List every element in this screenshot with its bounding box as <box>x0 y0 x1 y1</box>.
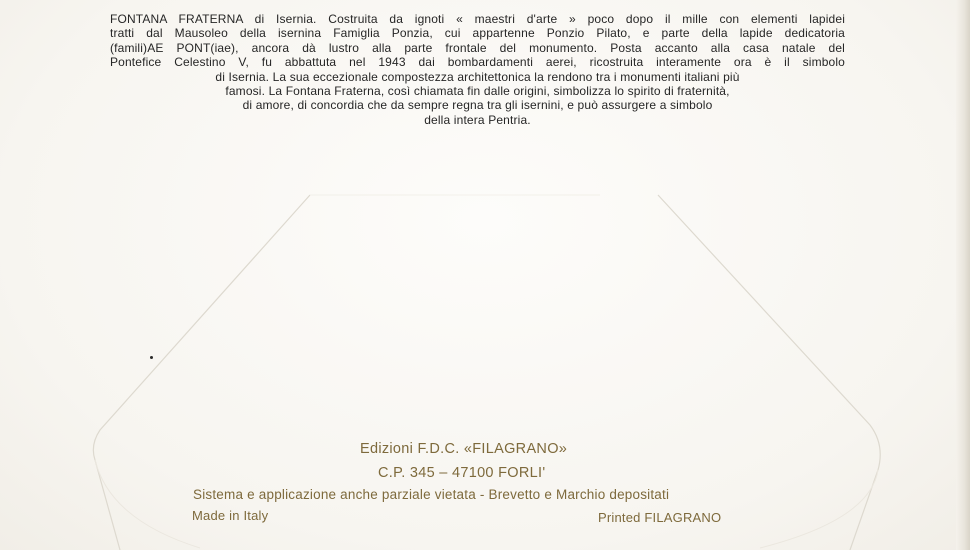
left-flap-curve <box>95 460 200 548</box>
right-flap-curve <box>760 470 878 548</box>
description-line: Pontefice Celestino V, fu abbattuta nel 1943 dai bombardamenti aerei, ricostruita interamente ora è il simbolo <box>110 55 845 70</box>
description-heading: FONTANA FRATERNA <box>110 12 243 26</box>
description-line: FONTANA FRATERNA di Isernia. Costruita da ignoti « maestri d'arte » poco dopo il mille con elementi lapidei <box>110 12 846 26</box>
description-line: famosi. La Fontana Fraterna, così chiamata fin dalle origini, simbolizza lo spirito di fraternità, <box>225 84 730 99</box>
description-line: di Isernia. La sua eccezionale compostezza architettonica la rendono tra i monumenti italiani più <box>215 69 740 84</box>
description-line: tratti dal Mausoleo della isernina Famiglia Ponzia, cui appartenne Ponzio Pilato, e parte della lapide dedicatoria <box>110 26 845 41</box>
description-line: (famili)AE PONT(iae), ancora dà lustro alla parte frontale del monumento. Posta accanto alla casa natale del <box>110 40 845 55</box>
publisher-address: C.P. 345 – 47100 FORLI' <box>378 465 546 481</box>
made-in-label: Made in Italy <box>192 508 269 523</box>
publisher-name: Edizioni F.D.C. «FILAGRANO» <box>360 441 568 457</box>
right-flap-edge <box>658 195 880 550</box>
description-line: della intera Pentria. <box>424 112 531 127</box>
fountain-description <box>110 12 845 127</box>
description-line: di amore, di concordia che da sempre regna tra gli isernini, e può assurgere a simbolo <box>242 98 713 113</box>
paper-speck <box>150 356 153 359</box>
envelope-right-edge <box>956 0 970 550</box>
printed-by-label: Printed FILAGRANO <box>598 510 722 525</box>
legal-notice: Sistema e applicazione anche parziale vietata - Brevetto e Marchio depositati <box>193 487 670 502</box>
